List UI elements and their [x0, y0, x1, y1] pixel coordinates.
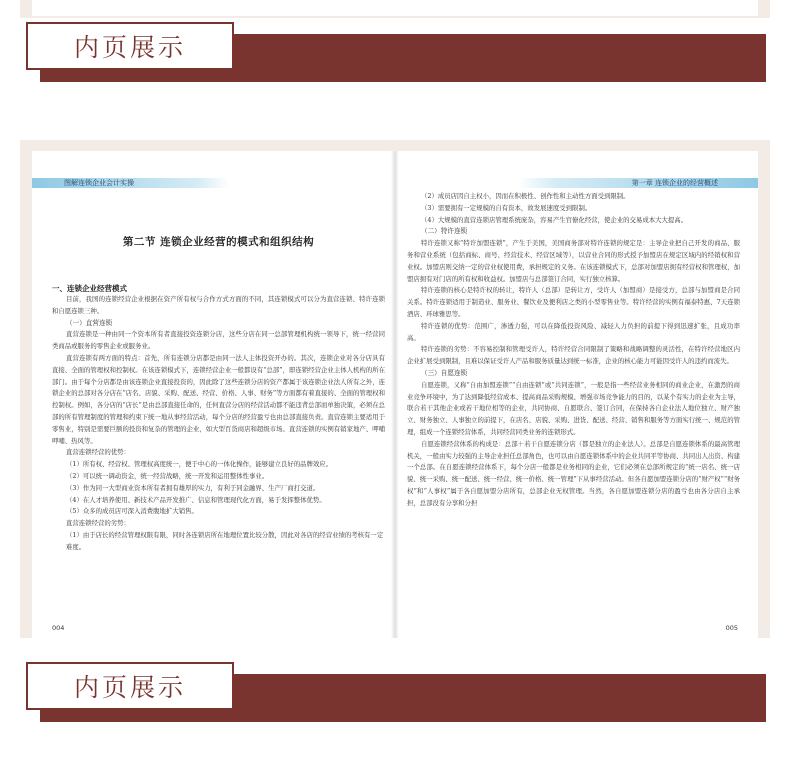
- section-title: 第二节 连锁企业经营的模式和组织结构: [122, 236, 315, 248]
- page-number: 004: [52, 624, 65, 632]
- banner-bottom: [26, 662, 766, 722]
- intro-paragraph: 目前，我国的连锁经营企业根据在资产所有权与合作方式方面的不同，其连锁模式可以分为直营连锁、特许连锁和自愿连锁三种。: [52, 295, 385, 315]
- right-running-head: 第一章 连锁企业的经营概述: [518, 178, 758, 188]
- page-number: 005: [725, 624, 738, 632]
- banner-label: 内页展示: [26, 662, 234, 710]
- paragraph: 直营连锁经营的优势：: [66, 448, 130, 457]
- paragraph: 自愿连锁，又称“自由加盟连锁”“自由连锁”或“共同连锁”，一般是指一些经营业务相同的商业企业，在激烈的商业竞争环境中，为了达到降低经营成本、提高商品采购规模、增强市场竞争能力的目的，以某个有实力的企业为主导，联合若干其他企业或若干地位相等的企业，共同协商、自愿联合、签订合同，在保持各自企业法人地位独立、财产独立、财务独立、人事独立的前提下，在店名、店貌、采购、进货、配送、经营、销售和服务等方面实行统一、规范的管理，组成一个连锁经营体系，共同经营同类业务的连锁形式。: [407, 380, 740, 436]
- subheading-direct: （一）直营连锁: [66, 318, 113, 327]
- paragraph: 直营连锁有两方面的特点：首先，所有连锁分店都是由同一法人主体投资开办的。其次，连锁企业对各分店具有直接、全面的管理权和控制权。在该连锁模式下，连锁经营企业一般都设有“总部”，即连锁经营企业主体人机构的所在部门。由于每个分店都是由该连锁企业直接投资的，因此除了这些连锁分店的资产都属于该连锁企业法人所有之外，连锁企业的总部对各分店在“店名、店貌、采购、配送、经营、价格、人事、财务”等方面都有着直接的、全面的管理权和控制权。例如，各分店的“店长”是由总部直接任命的，任何直营分店的经营活动都不能违背总部而单独决策，必须在总部的所有管理制度的管理和约束下统一地从事经营活动，每个分店的经营盈亏也由总部直接负责。直营连锁主要适用于零售业，特别是需要巨额的投资和复杂的管理的企业，如大型百货商店和超级市场。直营连锁的实例有销家地产、呷哺呷哺、热风等。: [52, 353, 385, 445]
- banner-label: 内页展示: [26, 22, 234, 70]
- right-content: [407, 191, 740, 510]
- top-frame: [20, 0, 770, 18]
- list-item: （1）由于店长的经营管理权限有限，同时各连锁店所在地理位置比较分散，因此对各店的经营业绩的考核有一定难度。: [66, 530, 384, 551]
- top-frame-inner: [32, 0, 758, 16]
- heading-1: 一、连锁企业经营模式: [52, 284, 127, 293]
- paragraph: 直营连锁经营的劣势：: [66, 519, 130, 528]
- left-running-head: 图解连锁企业会计实操: [32, 178, 229, 188]
- list-item: （4）大规模的直营连锁店管理系统庞杂，容易产生官僚化经营，使企业的交易成本大大提高。: [421, 215, 688, 224]
- banner-top: [26, 22, 766, 82]
- list-item: （5）众多的成员店可深入消费腹地扩大销售。: [66, 507, 198, 516]
- list-item: （2）成员店因自主权小，因而在积极性、创作性和主动性方面受到限制。: [421, 192, 630, 200]
- paragraph: 自愿连锁经营体系的构成是：总部＋若干自愿连锁分店（都是独立的企业法人）。总部是自愿连锁体系的最高管理机关，一般由实力较强的主导企业担任总部角色，也可以由自愿连锁体系中的企业共同平等协商、共同出人出资、构建一个总部。在自愿连锁经营体系下，每个分店一般都是业务相同的企业，它们必须在总部所规定的“统一店名、统一店貌、统一采购、统一配送、统一经营、统一价格、统一管理”下从事经营活动。但各自愿加盟连锁分店的“财产权”“财务权”和“人事权”属于各自愿加盟分店所有，总部企业无权管理。当然，各自愿加盟连锁分店的盈亏也由各分店自主承担，总部没有分享和分担: [407, 439, 740, 507]
- paragraph: 特许连锁的劣势：不容易控制和管理受许人，特许经营合同限制了策略和战略调整的灵活性，在特许经营地区内企业扩展受到限制，且难以保证受许人产品和服务质量达到统一标准，企业的核心能力可能因受许人的违约而流失。: [407, 345, 740, 366]
- book-spread: [32, 151, 758, 638]
- subheading-voluntary: （三）自愿连锁: [421, 368, 468, 377]
- paragraph: 特许连锁的优势：范围广，渗透力强，可以在降低投资风险、减轻人力负担的前提下得到迅速扩张，且成功率高。: [407, 321, 740, 342]
- paragraph: 特许连锁的核心是特许权的转让，特许人（总部）是转让方，受许人（加盟商）是接受方，总部与加盟商是合同关系。特许连锁适用于制造业、服务业、餐饮业及便利店之类的小型零售业等。特许经营的实例有福泰特惠、7天连锁酒店、环球雅思等。: [407, 286, 740, 318]
- list-item: （3）需要拥有一定规模的自有资本，故发展速度受到限制。: [421, 203, 592, 212]
- list-item: （2）可以统一调动资金，统一经营战略，统一开发和运用整体性事业。: [66, 471, 269, 480]
- right-page: [395, 151, 758, 638]
- left-page: [32, 151, 395, 638]
- list-item: （1）所有权、经营权、管理权高度统一，便于中心的一体化操作，能够建立良好的品牌效应。: [66, 460, 333, 469]
- paragraph: 直营连锁是一种由同一个资本所有者直接投资连锁分店，这些分店在同一总部管理机构统一领导下，统一经营同类商品或服务的零售企业或服务业。: [52, 330, 385, 351]
- list-item: （3）作为同一大型商业资本所有者拥有雄厚的实力，有利于同金融界、生产厂商打交道。: [66, 483, 320, 492]
- list-item: （4）在人才培养使用、新技术产品开发推广、信息和管理现代化方面，易于发挥整体优势。: [66, 495, 326, 504]
- subheading-franchise: （二）特许连锁: [421, 227, 468, 236]
- paragraph: 特许连锁又称“特许加盟连锁”，产生于美国，美国商务部对特许连锁的规定是：主导企业把自己开发的商品、服务和营业系统（包括商标、商号、经营技术、经营区域等），以营业合同的形式授予加盟店在规定区域内的经销权和营业权。加盟店则交纳一定的营业权使用费，承担规定的义务。在该连锁模式下，总部对加盟店拥有经营权和管理权，加盟店拥有对门店的所有权和收益权。加盟店与总部签订合同，实行独立核算。: [407, 239, 740, 283]
- book-frame: [20, 140, 770, 638]
